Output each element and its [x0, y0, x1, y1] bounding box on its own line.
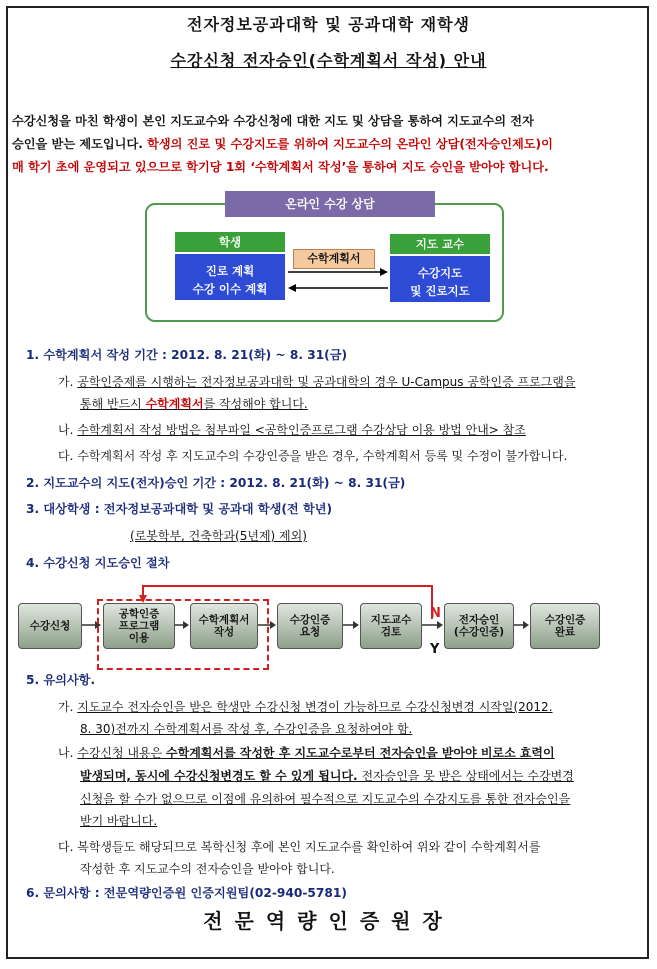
plan-label: 수학계획서	[293, 249, 375, 269]
item-b-text: 수학계획서 작성 방법은 첨부파일 <공학인증프로그램 수강상담 이용 방법 안내> 참조	[77, 423, 526, 437]
step4-line1: 수강인증	[289, 614, 331, 626]
item-a-line2-pre: 통해 반드시	[80, 397, 146, 411]
advisor-line1: 수강지도	[417, 266, 463, 280]
notice-title: 전자정보공과대학 및 공과대학 재학생	[186, 15, 470, 34]
section-5-item-b-line4: 받기 바랍니다.	[80, 814, 158, 828]
s5a-prefix: 가.	[58, 700, 78, 714]
student-label: 학생	[175, 232, 285, 252]
flow-arrowhead-4	[353, 621, 359, 629]
item-a-line2-post: 를 작성해야 합니다.	[203, 397, 308, 411]
advisor-line2: 및 진로지도	[410, 284, 470, 298]
online-consult-header: 온라인 수강 상담	[225, 191, 435, 217]
section-1-item-b	[58, 421, 526, 438]
intro-line2-red: 학생의 진로 및 수강지도를 위하여 지도교수의 온라인 상담(전자승인제도)이	[147, 137, 553, 151]
arrow-right-head	[380, 268, 388, 276]
section-5-item-c-line2: 작성한 후 지도교수의 전자승인을 받아야 합니다.	[80, 862, 335, 876]
flow-arrowhead-6	[523, 621, 529, 629]
item-a-line2-red: 수학계획서	[145, 397, 204, 411]
exchange-arrows	[284, 266, 392, 296]
item-a-prefix: 가.	[58, 375, 78, 389]
step5-line2: 검토	[380, 626, 402, 638]
step4-line2: 요청	[299, 626, 321, 638]
intro-line2	[12, 133, 645, 156]
section-5-item-a	[58, 698, 553, 715]
flow-no-label: N	[430, 606, 441, 621]
section-1-item-a	[58, 373, 648, 390]
step7-line1: 수강인증	[544, 614, 586, 626]
flow-step-complete	[530, 603, 600, 649]
student-line2: 수강 이수 계획	[192, 282, 268, 296]
section-6-heading: 6. 문의사항 : 전문역량인증원 인증지원팀(02-940-5781)	[26, 886, 347, 900]
s5b-line2-bold: 발생되며, 동시에 수강신청변경도 할 수 있게 됩니다.	[80, 769, 358, 783]
section-5-heading: 5. 유의사항.	[26, 673, 96, 687]
flow-arrowhead-3	[270, 621, 276, 629]
step6-line1: 전자승인	[458, 614, 500, 626]
step5-line1: 지도교수	[370, 614, 412, 626]
flow-step-request-cert	[277, 603, 343, 649]
section-1-item-c: 다. 수학계획서 작성 후 지도교수의 수강인증을 받은 경우, 수학계획서 등록 및 수정이 불가합니다.	[58, 449, 568, 463]
intro-line1: 수강신청을 마친 학생이 본인 지도교수와 수강신청에 대한 지도 및 상담을 통하여 지도교수의 전자	[12, 114, 534, 128]
section-1-heading: 1. 수학계획서 작성 기간 : 2012. 8. 21(화) ~ 8. 31(금)	[26, 348, 348, 362]
step2-line2: 프로그램	[118, 620, 160, 632]
section-3-heading: 3. 대상학생 : 전자정보공과대학 및 공과대 학생(전 학년)	[26, 502, 333, 516]
section-1-item-a-line2	[80, 395, 308, 412]
notice-subtitle: 수강신청 전자승인(수학계획서 작성) 안내	[170, 51, 487, 70]
s5b-line1-bold: 수학계획서를 작성한 후 지도교수로부터 전자승인을 받아야 비로소 효력이	[166, 746, 555, 760]
section-5-item-a-line2: 8. 30)전까지 수학계획서를 작성 후, 수강인증을 요청하여야 함.	[80, 722, 413, 736]
step6-line2: (수강인증)	[453, 626, 505, 638]
flow-step-program-use	[103, 603, 175, 649]
section-5-item-c: 다. 복학생들도 해당되므로 복학신청 후에 본인 지도교수를 확인하여 위와 같이 수학계획서를	[58, 840, 541, 854]
arrow-left-head	[288, 284, 296, 292]
flow-step-write-plan	[190, 603, 258, 649]
student-line1: 진로 계획	[205, 264, 255, 278]
s5b-line2-post: 전자승인을 못 받은 상태에서는 수강변경	[357, 769, 574, 783]
intro-line2-text: 승인을 받는 제도입니다.	[12, 137, 148, 151]
advisor-box	[390, 256, 490, 302]
section-3-note: (로봇학부, 건축학과(5년제) 제외)	[130, 529, 307, 543]
section-2-heading: 2. 지도교수의 지도(전자)승인 기간 : 2012. 8. 21(화) ~ 8. 31(금)	[26, 476, 406, 490]
step2-line3: 이용	[128, 632, 150, 644]
student-box	[175, 254, 285, 300]
item-b-prefix: 나.	[58, 423, 78, 437]
step3-line1: 수학계획서	[198, 614, 250, 626]
s5b-prefix: 나.	[58, 746, 78, 760]
flow-arrowhead-5	[437, 621, 443, 629]
step2-line1: 공학인증	[118, 608, 160, 620]
intro-paragraph	[12, 110, 645, 179]
s5a-line1: 지도교수 전자승인을 받은 학생만 수강신청 변경이 가능하므로 수강신청변경 시작일(2012.	[77, 700, 553, 714]
section-5-item-b-line2	[80, 767, 574, 784]
intro-line3: 매 학기 초에 운영되고 있으므로 학기당 1회 ‘수학계획서 작성’을 통하여 지도 승인을 받아야 합니다.	[12, 160, 549, 174]
issuing-organization: 전문역량인증원장	[203, 909, 454, 933]
section-4-heading: 4. 수강신청 지도승인 절차	[26, 556, 170, 570]
step7-line2: 완료	[554, 626, 576, 638]
advisor-label: 지도 교수	[390, 234, 490, 254]
flow-yes-label: Y	[430, 642, 440, 657]
section-5-item-b-line3: 신청을 할 수가 없으므로 이점에 유의하여 필수적으로 지도교수의 수강지도를 통한 전자승인을	[80, 792, 571, 806]
flow-step-e-approval	[444, 603, 514, 649]
flow-step-course-registration	[18, 603, 82, 649]
flow-step-advisor-review	[360, 603, 422, 649]
item-a-line1: 공학인증제를 시행하는 전자정보공과대학 및 공과대학의 경우 U-Campus 공학인증 프로그램을	[77, 375, 576, 389]
s5b-line1-pre: 수강신청 내용은	[77, 746, 167, 760]
step3-line2: 작성	[213, 626, 235, 638]
step1-text: 수강신청	[29, 620, 71, 632]
section-5-item-b	[58, 744, 648, 761]
